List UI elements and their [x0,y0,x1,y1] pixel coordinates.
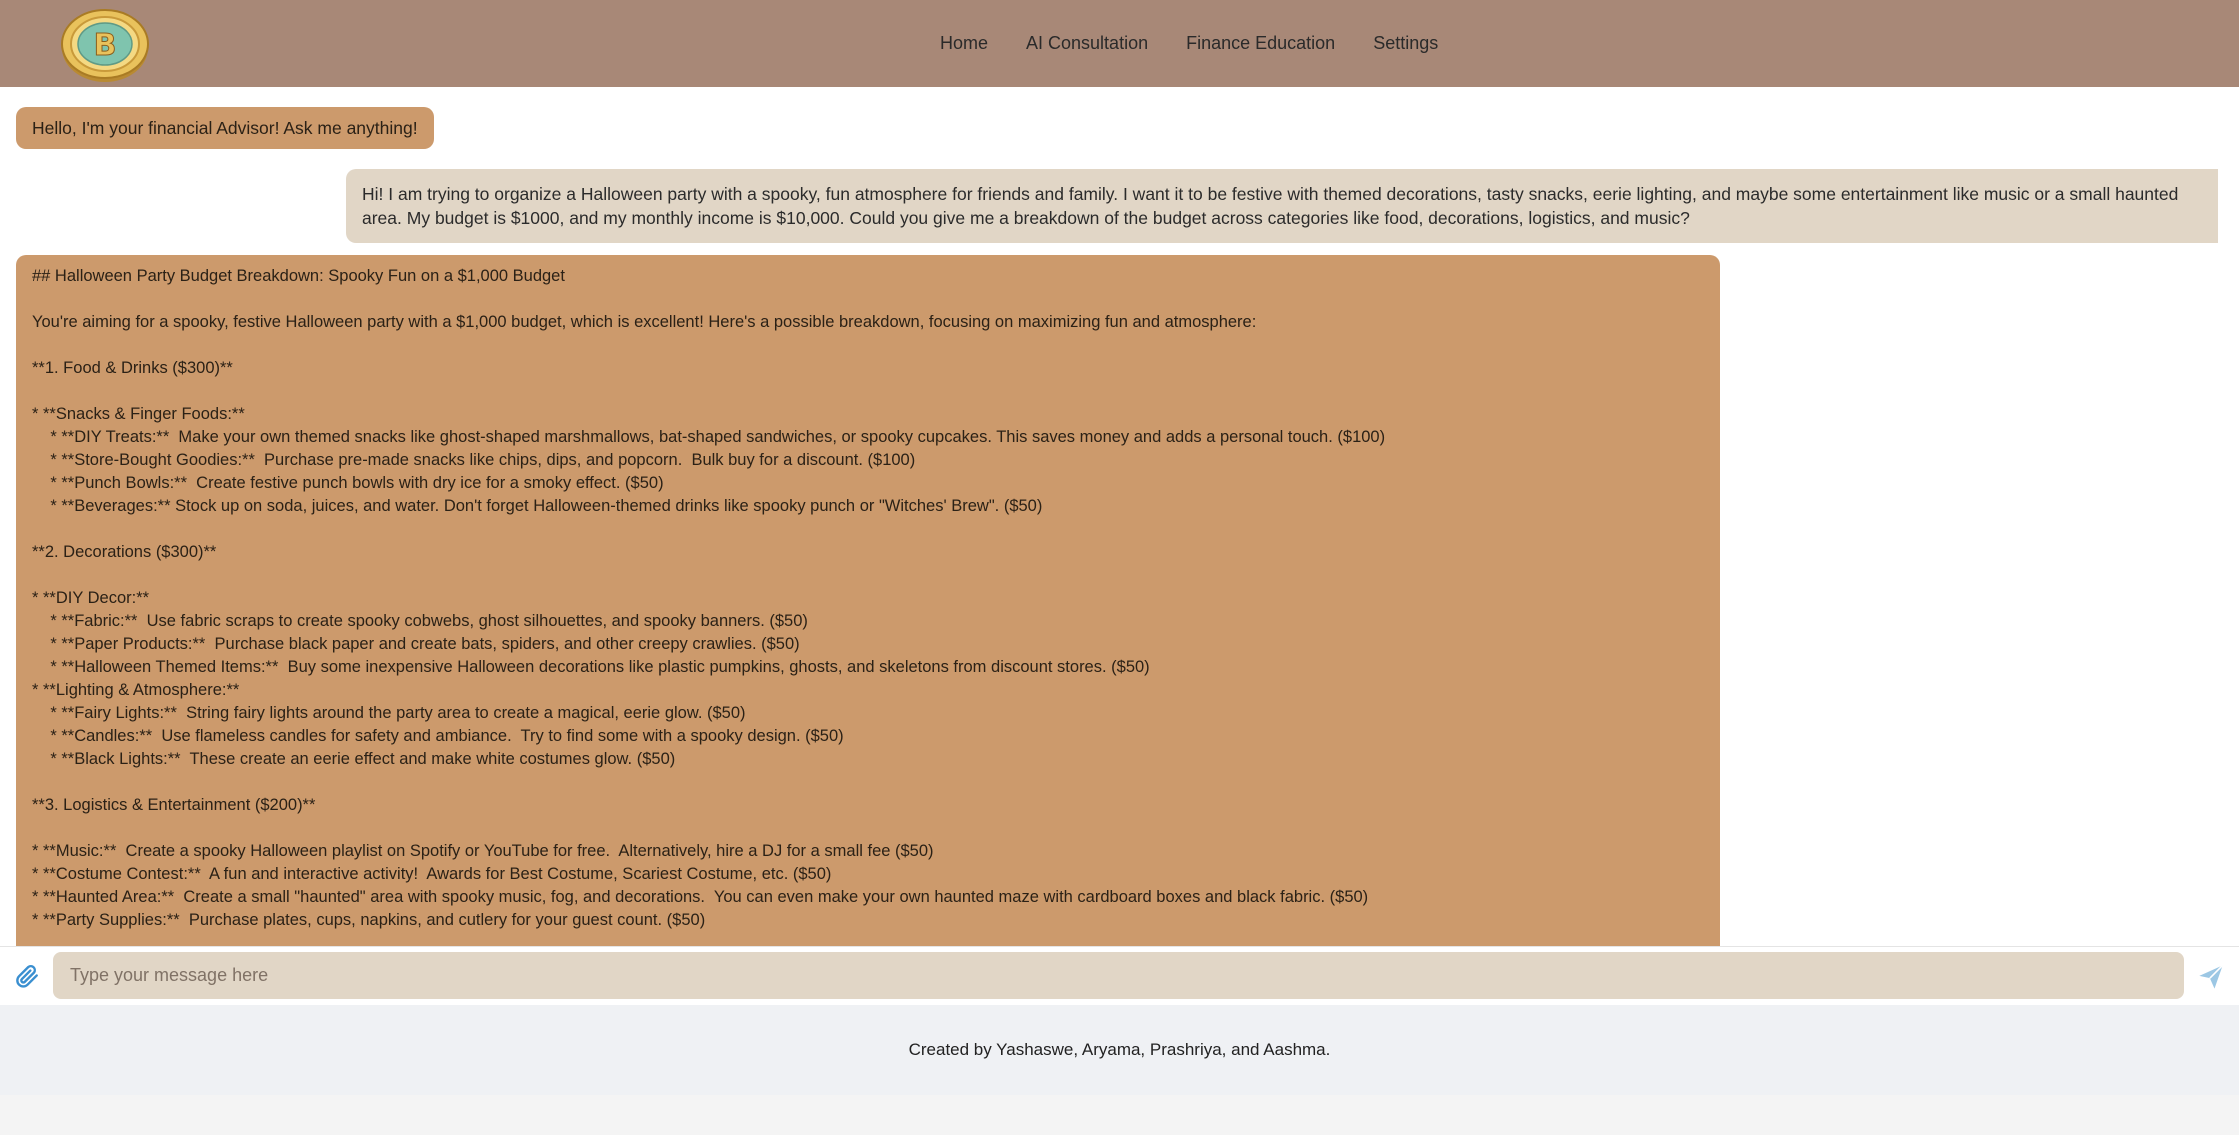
paperclip-icon[interactable] [14,963,40,989]
bitcoin-logo-icon[interactable] [60,4,150,84]
footer-credits: Created by Yashaswe, Aryama, Prashriya, and Aashma. [908,1040,1331,1059]
nav-settings[interactable]: Settings [1373,33,1439,53]
bot-message: Hello, I'm your financial Advisor! Ask me anything! [16,107,434,149]
message-input[interactable] [53,952,2184,999]
logo-letter: B [93,28,117,63]
nav-finance-education[interactable]: Finance Education [1186,33,1336,53]
main-nav [940,0,1438,87]
top-navbar [0,0,2239,87]
nav-ai-consultation[interactable]: AI Consultation [1026,33,1149,53]
page-footer [0,1005,2239,1095]
user-message: Hi! I am trying to organize a Halloween party with a spooky, fun atmosphere for friends and family. I want it to be festive with themed decorations, tasty snacks, eerie lighting, and maybe some entertainment like music or a small haunted area. My budget is $1000, and my monthly income is $10,000. Could you give me a breakdown of the budget across categories like food, decorations, logistics, and music? [346,169,2218,243]
chat-message-list[interactable] [0,87,2239,946]
bot-message: ## Halloween Party Budget Breakdown: Spooky Fun on a $1,000 Budget You're aiming for a spooky, festive Halloween party with a $1,000 budget, which is excellent! Here's a possible breakdown, focusing on maximizing fun and atmosphere: **1. Food & Drinks ($300)** * **Snacks & Finger Foods:** * **DIY Treats:** Make your own themed snacks like ghost-shaped marshmallows, bat-shaped sandwiches, or spooky cupcakes. This saves money and adds a personal touch. ($100) * **Store-Bought Goodies:** Purchase pre-made snacks like chips, dips, and popcorn. Bulk buy for a discount. ($100) * **Punch Bowls:** Create festive punch bowls with dry ice for a smoky effect. ($50) * **Beverages:** Stock up on soda, juices, and water. Don't forget Halloween-themed drinks like spooky punch or "Witches' Brew". ($50) **2. Decorations ($300)** * **DIY Decor:** * **Fabric:** Use fabric scraps to create spooky cobwebs, ghost silhouettes, and spooky banners. ($50) * **Paper Products:** Purchase black paper and create bats, spiders, and other creepy crawlies. ($50) * **Halloween Themed Items:** Buy some inexpensive Halloween decorations like plastic pumpkins, ghosts, and skeletons from discount stores. ($50) * **Lighting & Atmosphere:** * **Fairy Lights:** String fairy lights around the party area to create a magical, eerie glow. ($50) * **Candles:** Use flameless candles for safety and ambiance. Try to find some with a spooky design. ($50) * **Black Lights:** These create an eerie effect and make white costumes glow. ($50) **3. Logistics & Entertainment ($200)** * **Music:** Create a spooky Halloween playlist on Spotify or YouTube for free. Alternatively, hire a DJ for a small fee ($50) * **Costume Contest:** A fun and interactive activity! Awards for Best Costume, Scariest Costume, etc. ($50) * **Haunted Area:** Create a small "haunted" area with spooky music, fog, and decorations. You can even make your own haunted maze with cardboard boxes and black fabric. ($50) * **Party Supplies:** Purchase plates, cups, napkins, and cutlery for your guest count. ($50) [16,255,1720,946]
message-composer [0,946,2239,1005]
send-icon[interactable] [2197,963,2225,991]
nav-home[interactable]: Home [940,33,989,53]
